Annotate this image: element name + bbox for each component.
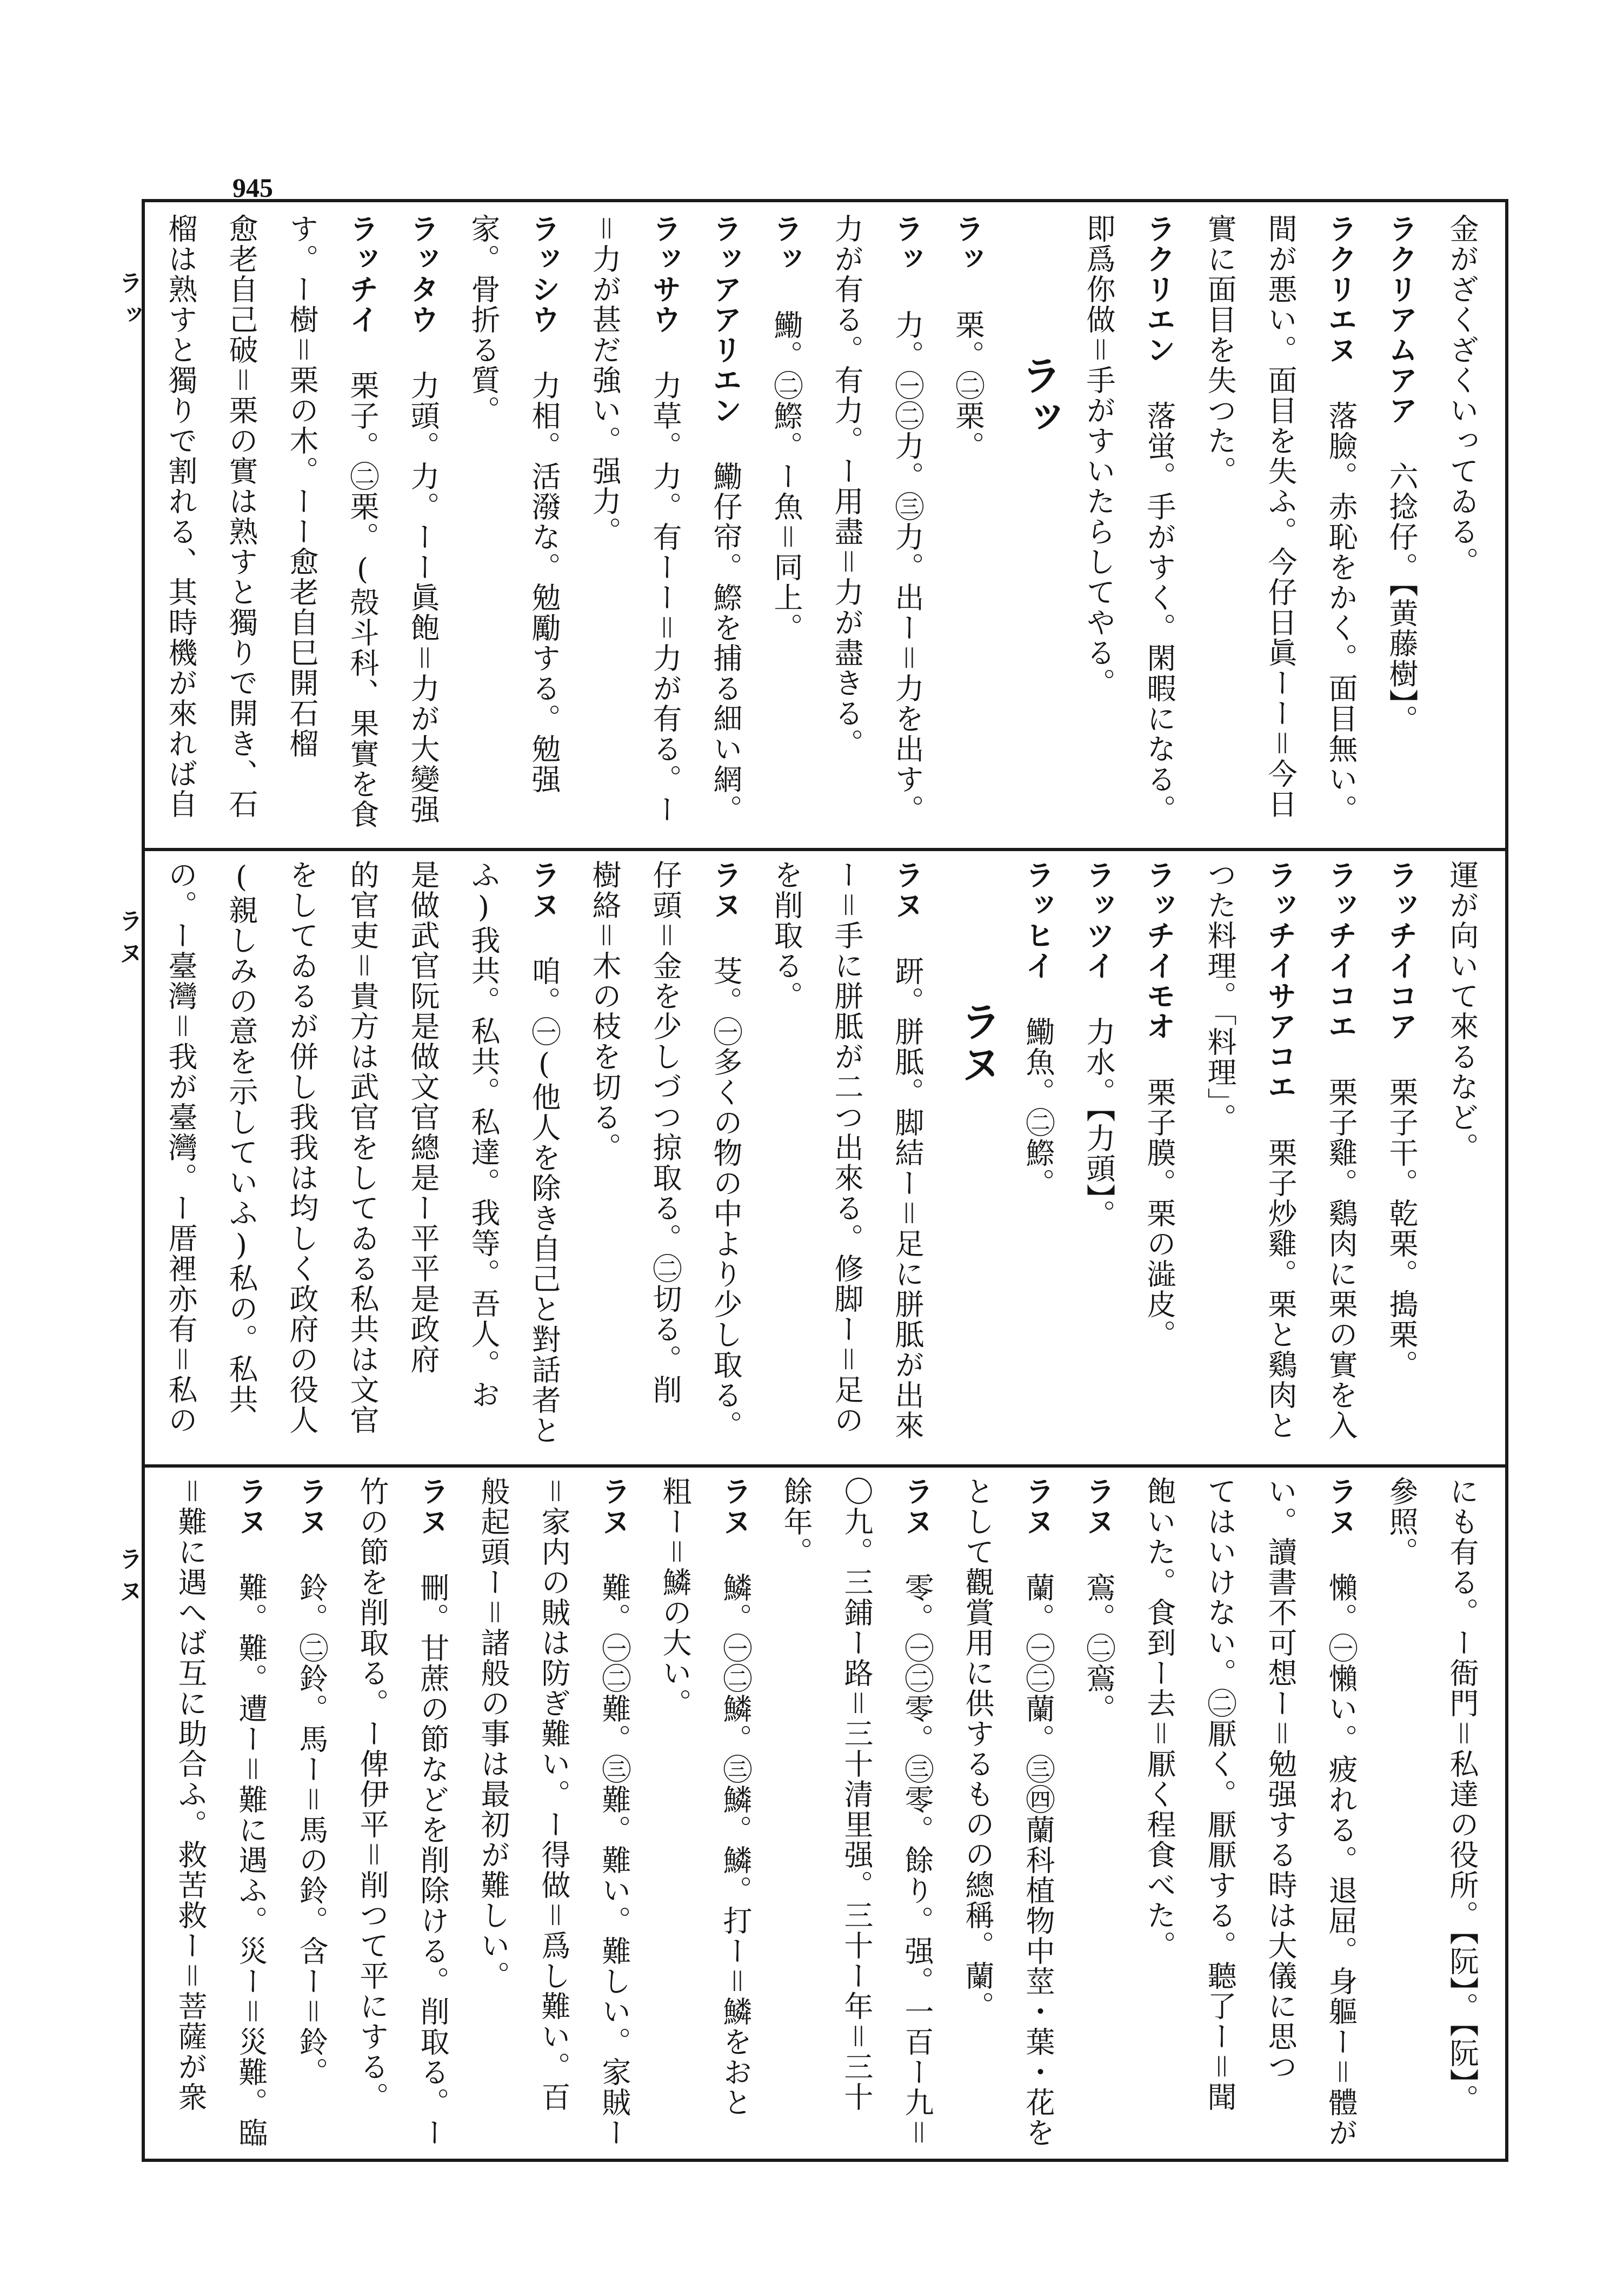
- entry-text: 力水。【力頭】。: [1082, 1017, 1116, 1230]
- entry-text: ＝難に遇へば互に助合ふ。救苦救ー＝菩薩が衆: [174, 1476, 208, 2112]
- entry-text: 栗。㊁栗。: [951, 310, 985, 461]
- entry-text: として觀賞用に供するものの總稱。蘭。: [961, 1476, 995, 2021]
- entry-column: [342, 1476, 402, 2152]
- entry-text: の。ー臺灣＝我が臺灣。ー厝裡亦有＝私の: [164, 860, 198, 1435]
- entry-column: [756, 860, 816, 1457]
- headword: ラヌ: [718, 1476, 753, 1572]
- headword: ラッヒイ: [1021, 860, 1055, 1017]
- entry-text: 栗子雞。鷄肉に栗の實を入: [1324, 1077, 1358, 1441]
- headword: ラヌ: [527, 860, 561, 956]
- entry-column: [1311, 860, 1371, 1457]
- entry-column: [1068, 214, 1129, 841]
- entry-column: [1129, 214, 1189, 841]
- entry-column: [211, 214, 271, 841]
- entry-column: [887, 1476, 947, 2152]
- entry-column: [574, 214, 635, 841]
- entry-column: [766, 1476, 826, 2152]
- entry-text: 鰳魚。㊁鰶。: [1021, 1017, 1055, 1198]
- entry-text: 仔頭＝金を少しづつ掠取る。㊁切る。削: [648, 860, 682, 1405]
- entry-text: ＝力が甚だ強い。强力。: [588, 214, 622, 547]
- entry-text: てはいけない。㊁厭く。厭厭する。聽了ー＝聞: [1203, 1476, 1237, 2112]
- entry-column: [453, 860, 514, 1457]
- entry-column: [1371, 860, 1432, 1457]
- section-heading: [998, 214, 1068, 841]
- headword: ラヌ: [708, 860, 743, 956]
- entry-column: [1371, 1476, 1432, 2152]
- entry-text: 栗子炒雞。栗と鷄肉と: [1263, 1138, 1298, 1441]
- entry-text: 力相。活潑な。勉勵する。勉强: [527, 370, 561, 794]
- entry-column: [160, 1476, 221, 2152]
- entry-column: [221, 1476, 281, 2152]
- headword: ラッチイコア: [1384, 860, 1419, 1077]
- entry-text: 愈老自己破＝栗の實は熟すと獨りで開き、石: [224, 214, 258, 819]
- entry-text: 鱗。㊀㊁鱗。㊂鱗。鱗。打ー＝鱗をおと: [719, 1572, 753, 2118]
- margin-label-middle: ラ ヌ: [115, 908, 142, 965]
- entry-column: [514, 860, 574, 1457]
- headword: ラッチイサアコエ: [1263, 860, 1298, 1138]
- entry-text: 粗ー＝鱗の大い。: [658, 1476, 692, 1718]
- entry-text: 般起頭ー＝諸般の事は最初が難しい。: [476, 1476, 510, 1991]
- entry-column: [574, 860, 635, 1457]
- entry-text: い。讀書不可想ー＝勉强する時は大儀に思つ: [1263, 1476, 1298, 2082]
- entry-text: 栗子膜。栗の澁皮。: [1142, 1077, 1176, 1350]
- entry-text: にも有る。ー衙門＝私達の役所。【阮】。【阮】。: [1445, 1476, 1479, 2114]
- entry-text: 難。㊀㊁難。㊂難。難い。難しい。家賊ー: [597, 1572, 631, 2148]
- margin-label-bottom: ラ ヌ: [115, 1547, 142, 1603]
- entry-text: 家。骨折る質。: [467, 214, 501, 426]
- entry-text: 力頭。力。ーー眞飽＝力が大變强: [406, 370, 440, 825]
- headword: ラッ: [1014, 354, 1062, 488]
- headword: ラッチイ: [345, 214, 380, 370]
- headword: ラッチイモオ: [1142, 860, 1176, 1077]
- entry-column: [1008, 1476, 1068, 2152]
- entry-text: 的官吏＝貴方は武官をしてゐる私共は文官: [345, 860, 380, 1435]
- headword: ラッ: [950, 214, 985, 310]
- entry-text: 鰳仔帘。鰶を捕る細い網。: [709, 461, 743, 825]
- entry-column: [1311, 1476, 1371, 2152]
- entry-column: [332, 214, 393, 841]
- entry-column: [1129, 860, 1189, 1457]
- entry-column: [1432, 214, 1492, 841]
- entry-column: [877, 214, 937, 841]
- entry-text: ＝家内の賊は防ぎ難い。ー得做＝爲し難い。百: [537, 1476, 571, 2112]
- entry-column: [1129, 1476, 1189, 2152]
- headword: ラッタウ: [405, 214, 440, 370]
- entry-column: [635, 860, 695, 1457]
- entry-text: 運が向いて來るなど。: [1445, 860, 1479, 1163]
- margin-label-top: ラ ッ: [115, 270, 142, 327]
- entry-column: [463, 1476, 523, 2152]
- entry-text: 栗子。㊁栗。(殻斗科、果實を食: [345, 370, 380, 830]
- entry-column: [157, 214, 211, 841]
- entry-text: 榴は熟すと獨りで割れる、其時機が來れば自: [164, 214, 198, 819]
- entry-column: [826, 1476, 887, 2152]
- entry-column: [1432, 1476, 1492, 2152]
- headword: ラクリエヌ: [1323, 214, 1358, 401]
- entry-text: 懶。㊀懶い。疲れる。退屈。身軀ー＝體が: [1324, 1572, 1358, 2148]
- entry-text: 栗子干。乾栗。搗栗。: [1385, 1077, 1419, 1380]
- headword: ラヌ: [234, 1476, 268, 1572]
- entry-text: 間が悪い。面目を失ふ。今仔日眞ーー＝今日: [1263, 214, 1298, 819]
- section-divider-2: [142, 1464, 1508, 1468]
- entry-text: 飽いた。食到ー去＝厭く程食べた。: [1142, 1476, 1176, 1961]
- entry-column: [1068, 1476, 1129, 2152]
- entry-text: 金がざくざくいってゐる。: [1445, 214, 1479, 577]
- headword: ラクリアムアア: [1384, 214, 1419, 461]
- entry-text: 竹の節を削取る。ー俾伊平＝削つて平にする。: [355, 1476, 389, 2112]
- entry-column: [1250, 1476, 1311, 2152]
- section-heading: [937, 860, 1008, 1457]
- headword: ラヌ: [415, 1476, 450, 1572]
- entry-column: [393, 214, 453, 841]
- entry-column: [695, 860, 756, 1457]
- entry-column: [523, 1476, 584, 2152]
- entry-column: [332, 860, 393, 1457]
- entry-text: す。ー樹＝栗の木。ーー愈老自巳開石榴: [285, 214, 319, 759]
- section-top: [157, 214, 1492, 841]
- entry-text: 力が有る。有力。ー用盡＝力が盡きる。: [830, 214, 864, 759]
- entry-text: ー＝手に胼胝が二つ出來る。修脚ー＝足の: [830, 860, 864, 1435]
- entry-column: [644, 1476, 705, 2152]
- headword: ラヌ: [1021, 1476, 1055, 1572]
- entry-text: 蘭。㊀㊁蘭。㊂㊃蘭科植物中莖・葉・花を: [1021, 1572, 1055, 2148]
- entry-text: 趼。胼胝。脚結ー＝足に胼胝が出來: [890, 956, 924, 1441]
- entry-text: 難。難。遭ー＝難に遇ふ。災ー＝災難。臨: [234, 1572, 268, 2148]
- entry-column: [1189, 1476, 1250, 2152]
- entry-column: [1432, 860, 1492, 1457]
- page-number: 945: [232, 172, 273, 203]
- entry-column: [1189, 860, 1250, 1457]
- headword: ラヌ: [900, 1476, 934, 1572]
- entry-text: 鰳。㊁鰶。ー魚＝同上。: [769, 310, 803, 643]
- entry-column: [157, 860, 211, 1457]
- entry-text: 力。㊀㊁力。㊂力。出ー＝力を出す。: [890, 310, 924, 825]
- entry-text: 刪。甘蔗の節などを削除ける。削取る。ー: [416, 1572, 450, 2148]
- entry-text: 即爲你做＝手がすいたらしてやる。: [1082, 214, 1116, 698]
- headword: ラヌ: [890, 860, 924, 956]
- entry-column: [211, 860, 271, 1457]
- entry-column: [947, 1476, 1008, 2152]
- entry-text: 實に面目を失つた。: [1203, 214, 1237, 486]
- entry-column: [816, 214, 877, 841]
- entry-column: [816, 860, 877, 1457]
- entry-text: 力草。力。有ーー＝力が有る。ー: [648, 370, 682, 825]
- entry-column: [453, 214, 514, 841]
- entry-text: 是做武官阮是做文官總是ー平平是政府: [406, 860, 440, 1375]
- section-bottom: [157, 1476, 1492, 2152]
- entry-text: 〇九。三鋪ー路＝三十清里强。三十ー年＝三十: [840, 1476, 874, 2112]
- entry-column: [271, 214, 332, 841]
- entry-column: [584, 1476, 644, 2152]
- entry-text: を削取る。: [769, 860, 803, 1011]
- section-middle: [157, 860, 1492, 1457]
- entry-text: 餘年。: [779, 1476, 813, 1567]
- headword: ラヌ: [954, 1000, 1002, 1134]
- entry-column: [695, 214, 756, 841]
- entry-column: [705, 1476, 766, 2152]
- entry-text: 落臉。赤恥をかく。面目無い。: [1324, 401, 1358, 825]
- headword: ラッ: [890, 214, 924, 310]
- entry-column: [1250, 860, 1311, 1457]
- entry-text: 咱。㊀(他人を除き自己と對話者と: [527, 956, 561, 1445]
- entry-column: [877, 860, 937, 1457]
- entry-text: (親しみの意を示していふ)私の。私共: [224, 860, 258, 1415]
- entry-column: [1311, 214, 1371, 841]
- entry-column: [1371, 214, 1432, 841]
- entry-text: 樹絡＝木の枝を切る。: [588, 860, 622, 1163]
- entry-text: をしてゐるが併し我我は均しく政府の役人: [285, 860, 319, 1435]
- entry-column: [281, 1476, 342, 2152]
- headword: ラヌ: [597, 1476, 631, 1572]
- entry-text: つた料理。「料理」。: [1203, 860, 1237, 1133]
- headword: ラッアアリエン: [708, 214, 743, 461]
- entry-column: [514, 214, 574, 841]
- headword: ラヌ: [1323, 1476, 1358, 1572]
- headword: ラッ: [769, 214, 803, 310]
- headword: ラッチイコエ: [1323, 860, 1358, 1077]
- entry-column: [402, 1476, 463, 2152]
- section-divider-1: [142, 848, 1508, 851]
- entry-text: ふ)我共。私共。私達。我等。吾人。お: [467, 860, 501, 1410]
- entry-column: [271, 860, 332, 1457]
- entry-column: [1250, 214, 1311, 841]
- entry-text: 參照。: [1385, 1476, 1419, 1567]
- entry-column: [756, 214, 816, 841]
- entry-column: [393, 860, 453, 1457]
- entry-text: 鈴。㊁鈴。馬ー＝馬の鈴。含ー＝鈴。: [295, 1572, 329, 2087]
- entry-text: 六捻仔。【黄藤樹】。: [1385, 461, 1419, 735]
- headword: ラヌ: [294, 1476, 329, 1572]
- entry-column: [1068, 860, 1129, 1457]
- entry-text: 鵉。㊁鵉。: [1082, 1572, 1116, 1724]
- headword: ラクリエン: [1142, 214, 1176, 401]
- headword: ラッサウ: [648, 214, 682, 370]
- headword: ラヌ: [1081, 1476, 1116, 1572]
- entry-text: 芟。㊀多くの物の中より少し取る。: [709, 956, 743, 1441]
- headword: ラッシウ: [527, 214, 561, 370]
- entry-text: 落蛍。手がすく。閑暇になる。: [1142, 401, 1176, 825]
- entry-column: [1008, 860, 1068, 1457]
- headword: ラッツイ: [1081, 860, 1116, 1017]
- entry-text: 零。㊀㊁零。㊂零。餘り。强。一百ー九＝: [900, 1572, 934, 2148]
- entry-column: [635, 214, 695, 841]
- entry-column: [1189, 214, 1250, 841]
- entry-column: [937, 214, 998, 841]
